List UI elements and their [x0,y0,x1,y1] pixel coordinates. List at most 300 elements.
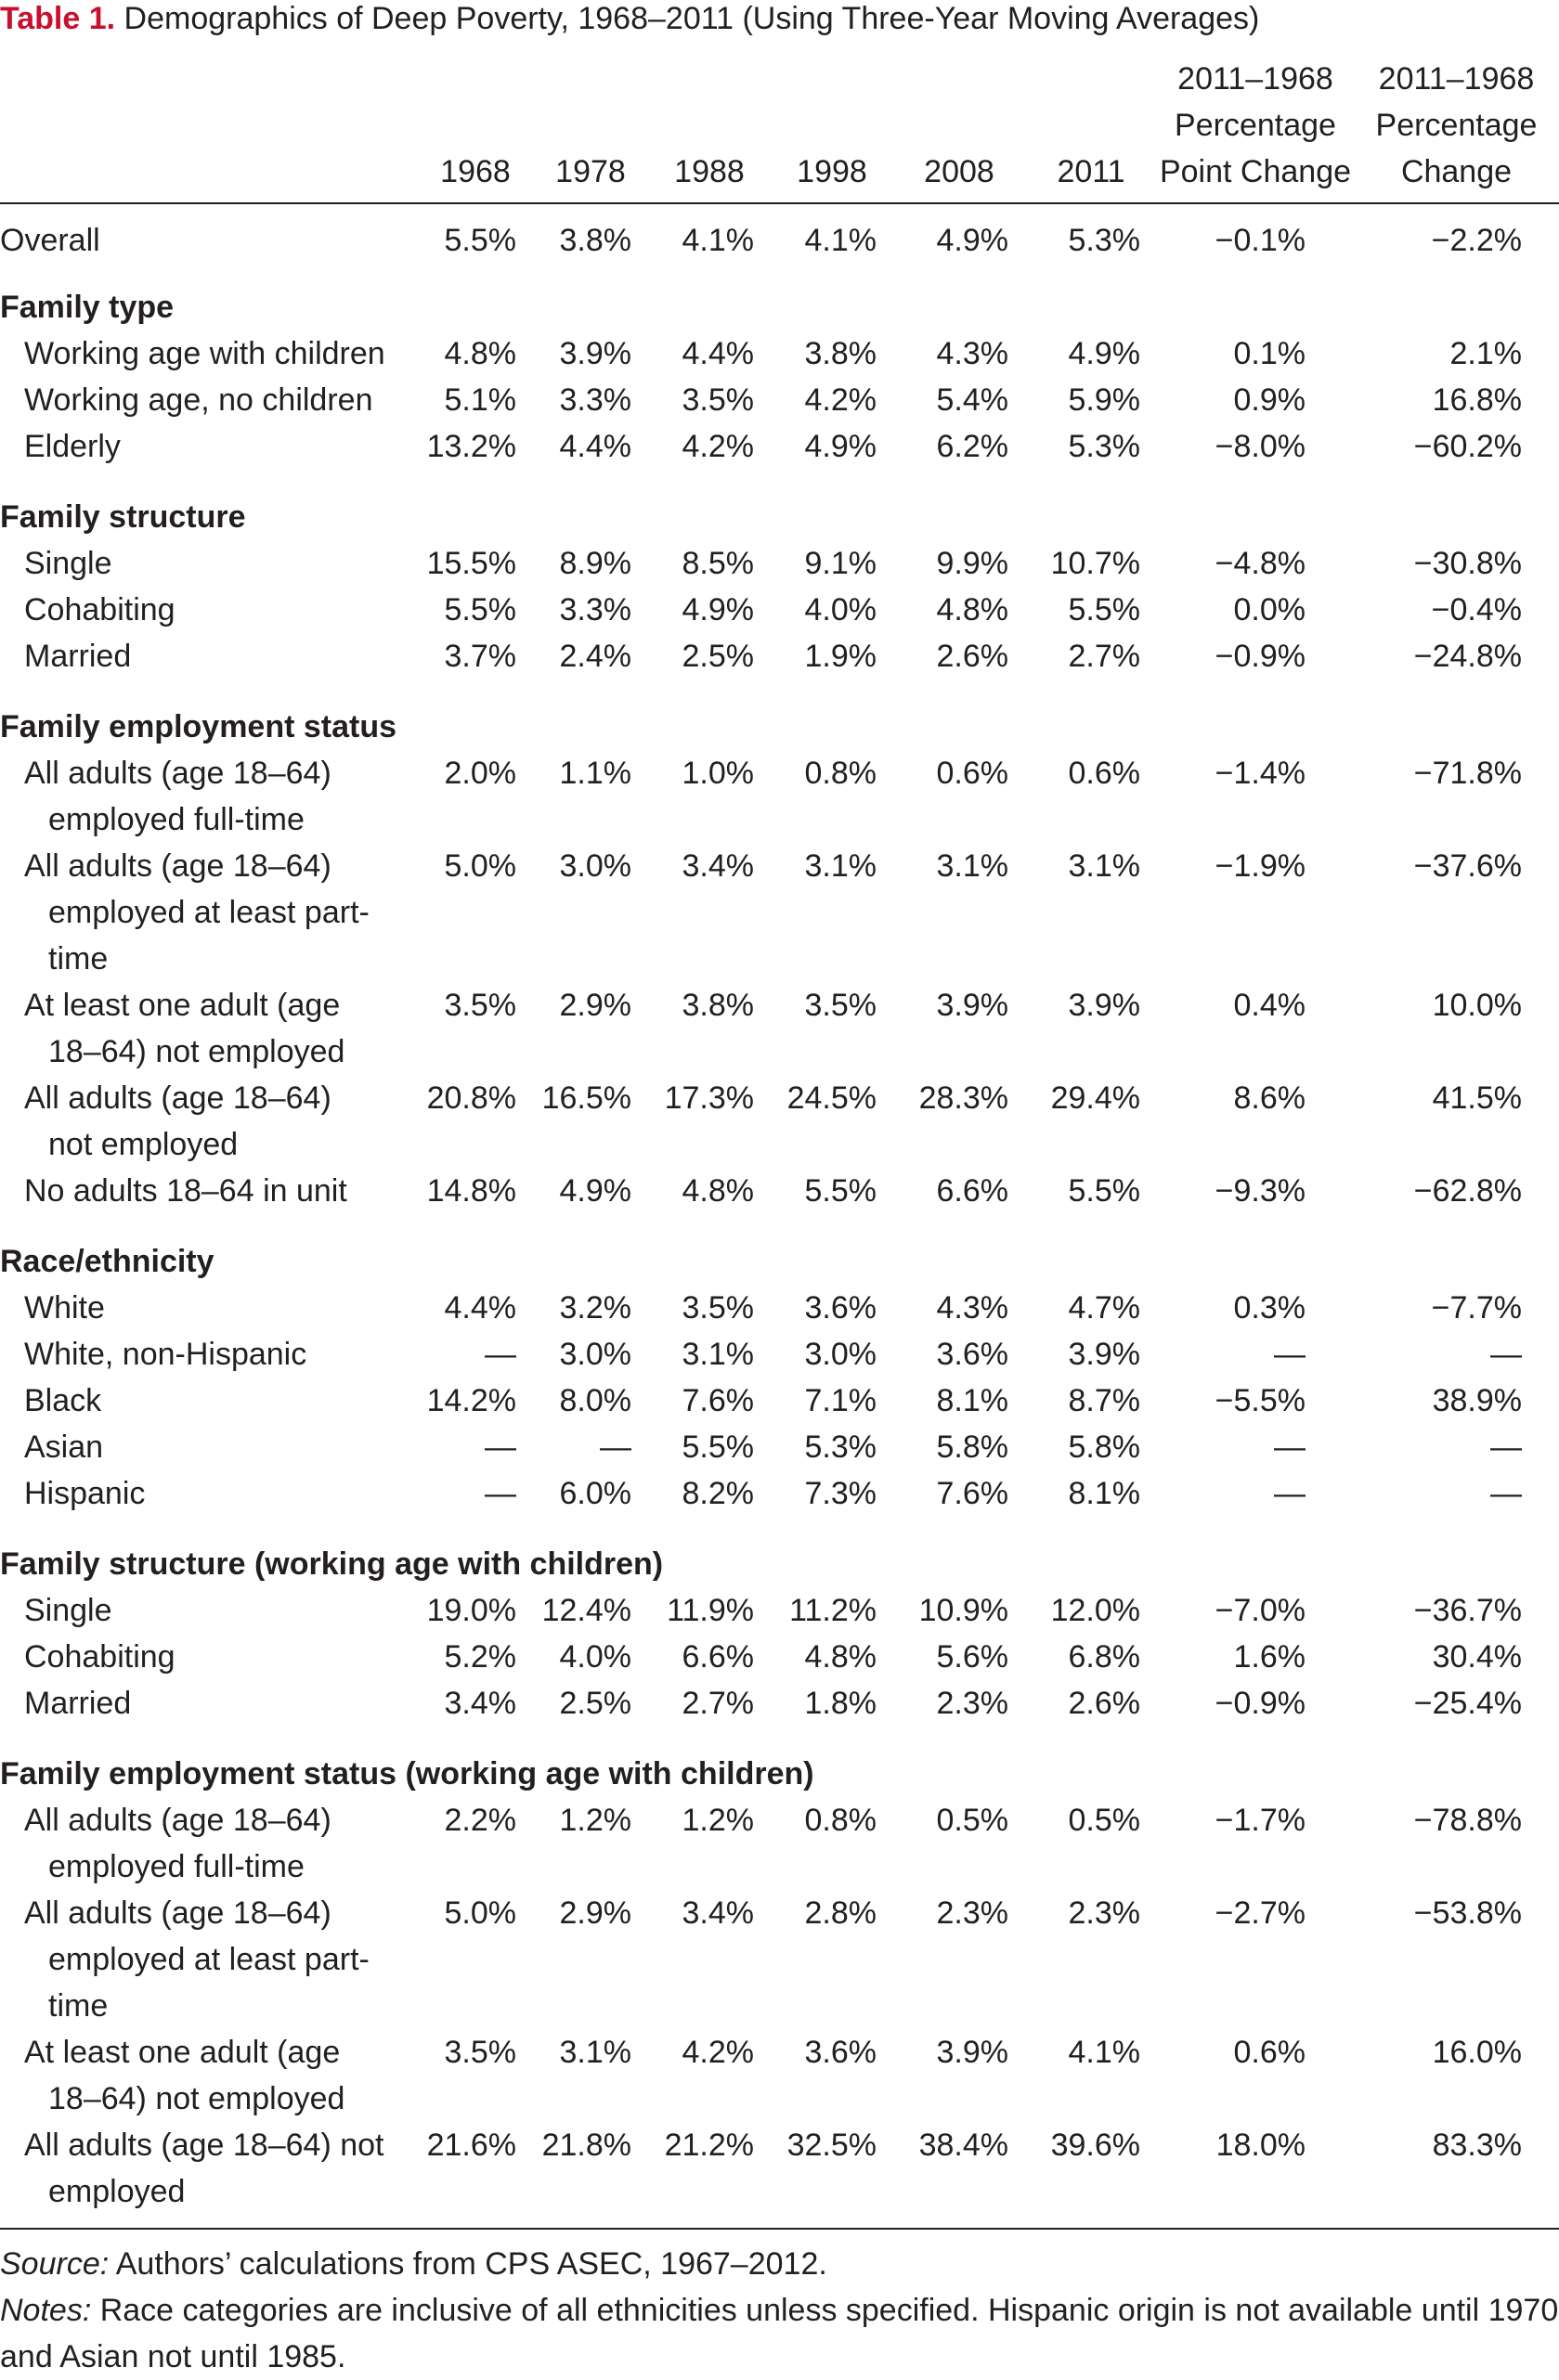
value-cell: 4.8% [804,1639,877,1675]
value-cell: 3.5% [682,382,754,418]
value-cell: 3.9% [1068,1337,1140,1372]
value-cell: 4.4% [559,429,631,464]
value-cell: 38.4% [918,2128,1008,2163]
row-label-continuation: 18–64) not employed [48,2081,345,2116]
value-cell: 13.2% [426,429,516,464]
value-cell: 4.1% [1068,2035,1140,2070]
value-cell: 6.6% [936,1173,1008,1209]
row-label-cell [0,1680,418,1740]
value-cell: −8.0% [1215,429,1306,464]
value-cell: 2.3% [936,1895,1008,1931]
table-number: Table 1. [0,1,116,36]
value-cell: 0.1% [1233,336,1306,371]
row-label-continuation: employed full-time [48,802,305,837]
row-label: At least one adult (age [24,2035,341,2070]
value-cell: 9.1% [804,546,877,581]
notes-text: Race categories are inclusive of all ethnicities unless specified. Hispanic origin is not available until 1970 and Asian not until 1985. [0,2293,1559,2374]
row-label-cell [0,1587,418,1634]
table-row [0,2029,1559,2122]
value-cell: 3.6% [936,1337,1008,1372]
value-cell: −25.4% [1413,1686,1522,1721]
section-title: Family employment status [0,709,397,744]
value-cell: 41.5% [1432,1080,1522,1116]
table-row [0,1634,1559,1680]
row-label: Elderly [24,429,121,464]
value-cell: 21.8% [541,2128,631,2163]
value-cell: 15.5% [426,546,516,581]
value-cell: 0.6% [1068,756,1140,791]
value-cell: 3.3% [559,382,631,418]
value-cell: 12.0% [1050,1593,1140,1628]
value-cell: 16.0% [1432,2035,1522,2070]
row-label-cell [0,1797,418,1890]
value-cell: 1.0% [682,756,754,791]
value-cell: −0.9% [1215,1686,1306,1721]
header-year-2011: 2011 [1025,56,1157,203]
table-row [0,540,1559,587]
table-row [0,1587,1559,1634]
value-cell: 5.3% [804,1429,877,1465]
value-cell: −71.8% [1413,756,1522,791]
value-cell: 4.1% [682,223,754,258]
value-cell: 19.0% [426,1593,516,1628]
value-cell: 20.8% [426,1080,516,1116]
table-row [0,1168,1559,1227]
value-cell: 7.1% [804,1383,877,1418]
row-label-continuation: 18–64) not employed [48,1034,345,1069]
value-cell: 0.4% [1233,988,1306,1023]
row-label-continuation: employed full-time [48,1849,305,1884]
value-cell: 10.9% [918,1593,1008,1628]
value-cell: 7.3% [804,1476,877,1511]
header-year-2008: 2008 [893,56,1025,203]
value-cell: 4.8% [682,1173,754,1209]
value-cell: 5.5% [444,223,516,258]
value-cell: 5.8% [1068,1429,1140,1465]
value-cell: 3.5% [444,988,516,1023]
value-cell: 3.9% [936,2035,1008,2070]
row-label: Married [24,1686,132,1721]
row-label: Married [24,639,132,674]
row-label: Asian [24,1429,104,1465]
value-cell: −1.9% [1215,848,1306,884]
value-cell: −53.8% [1413,1895,1522,1931]
row-label: Overall [0,223,100,258]
value-cell: 16.8% [1432,382,1522,418]
row-label: Single [24,1593,112,1628]
value-cell: — [1274,1337,1306,1372]
value-cell: 4.7% [1068,1290,1140,1326]
value-cell: 0.5% [936,1803,1008,1838]
value-cell: 0.3% [1233,1290,1306,1326]
value-cell: 24.5% [786,1080,877,1116]
table-row-overall [0,203,1559,273]
value-cell: 4.4% [444,1290,516,1326]
row-label: Hispanic [24,1476,146,1511]
value-cell: — [600,1429,631,1465]
value-cell: 5.3% [1068,223,1140,258]
value-cell: 38.9% [1432,1383,1522,1418]
section-header-row [0,1530,1559,1587]
table-row [0,587,1559,633]
table-row [0,750,1559,843]
value-cell: 4.2% [804,382,877,418]
value-cell: 2.5% [559,1686,631,1721]
value-cell: 3.1% [559,2035,631,2070]
value-cell: −30.8% [1413,546,1522,581]
value-cell: 4.9% [804,429,877,464]
value-cell: −1.7% [1215,1803,1306,1838]
value-cell: 4.8% [936,592,1008,627]
value-cell: — [1490,1476,1522,1511]
value-cell: 0.6% [936,756,1008,791]
table-row [0,633,1559,692]
value-cell: −62.8% [1413,1173,1522,1209]
value-cell: 2.7% [1068,639,1140,674]
value-cell: −0.1% [1215,223,1306,258]
row-label-cell [0,423,418,483]
value-cell: 4.2% [682,429,754,464]
value-cell: 8.2% [682,1476,754,1511]
value-cell: 8.7% [1068,1383,1140,1418]
value-cell: 3.0% [559,848,631,884]
value-cell: 4.9% [936,223,1008,258]
value-cell: 3.5% [804,988,877,1023]
value-cell: 5.6% [936,1639,1008,1675]
section-title: Family employment status (working age with children) [0,1756,814,1791]
value-cell: −7.7% [1431,1290,1522,1326]
section-header-row [0,1227,1559,1285]
value-cell: 4.3% [936,1290,1008,1326]
header-year-1988: 1988 [648,56,771,203]
value-cell: −0.4% [1431,592,1522,627]
value-cell: 4.0% [804,592,877,627]
section-title: Family type [0,290,175,325]
value-cell: −0.9% [1215,639,1306,674]
value-cell: 30.4% [1432,1639,1522,1675]
value-cell: 0.5% [1068,1803,1140,1838]
value-cell: 4.1% [804,223,877,258]
value-cell: 4.9% [1068,336,1140,371]
value-cell: −37.6% [1413,848,1522,884]
value-cell: −9.3% [1215,1173,1306,1209]
row-label-continuation: employed [48,2174,186,2209]
row-label-continuation: employed at least part-time [48,1942,370,2024]
value-cell: 4.3% [936,336,1008,371]
row-label: Working age with children [24,336,385,371]
row-label-cell [0,587,418,633]
row-label-cell [0,1470,418,1530]
value-cell: 29.4% [1050,1080,1140,1116]
value-cell: 5.5% [1068,592,1140,627]
value-cell: 2.6% [1068,1686,1140,1721]
value-cell: 6.6% [682,1639,754,1675]
value-cell: 5.5% [444,592,516,627]
section-header-row [0,483,1559,540]
row-label-cell [0,982,418,1075]
value-cell: −4.8% [1215,546,1306,581]
header-year-1978: 1978 [533,56,648,203]
value-cell: 5.9% [1068,382,1140,418]
value-cell: 4.2% [682,2035,754,2070]
row-label: Black [24,1383,102,1418]
value-cell: 3.2% [559,1290,631,1326]
value-cell: 39.6% [1050,2128,1140,2163]
value-cell: −1.4% [1215,756,1306,791]
value-cell: −60.2% [1413,429,1522,464]
value-cell: 14.8% [426,1173,516,1209]
value-cell: −7.0% [1215,1593,1306,1628]
section-title: Race/ethnicity [0,1244,214,1279]
value-cell: 10.7% [1050,546,1140,581]
row-label-cell [0,1424,418,1470]
value-cell: 11.2% [789,1593,877,1628]
table-row [0,330,1559,377]
value-cell: 6.8% [1068,1639,1140,1675]
value-cell: 5.3% [1068,429,1140,464]
row-label-cell [0,1634,418,1680]
demographics-table [0,56,1559,2380]
value-cell: 3.4% [682,1895,754,1931]
table-row [0,423,1559,483]
value-cell: — [1490,1337,1522,1372]
row-label-cell [0,633,418,692]
value-cell: 3.9% [936,988,1008,1023]
value-cell: −2.7% [1215,1895,1306,1931]
value-cell: 1.2% [682,1803,754,1838]
value-cell: 2.9% [559,1895,631,1931]
value-cell: 83.3% [1432,2128,1522,2163]
value-cell: — [485,1429,516,1465]
table-row [0,843,1559,982]
row-label: All adults (age 18–64) [24,1080,331,1116]
value-cell: 2.0% [444,756,516,791]
section-header-row [0,1740,1559,1797]
value-cell: 21.6% [426,2128,516,2163]
value-cell: 18.0% [1215,2128,1306,2163]
table-row [0,377,1559,423]
value-cell: 5.4% [936,382,1008,418]
table-row [0,1378,1559,1424]
row-label-cell [0,1168,418,1227]
value-cell: 8.0% [559,1383,631,1418]
value-cell: 9.9% [936,546,1008,581]
row-label: All adults (age 18–64) [24,1895,331,1931]
value-cell: 3.3% [559,592,631,627]
value-cell: 8.1% [936,1383,1008,1418]
value-cell: — [485,1476,516,1511]
table-body [0,203,1559,2229]
value-cell: −5.5% [1215,1383,1306,1418]
value-cell: 17.3% [664,1080,754,1116]
value-cell: 8.6% [1233,1080,1306,1116]
value-cell: 5.0% [444,1895,516,1931]
value-cell: 3.4% [444,1686,516,1721]
row-label: All adults (age 18–64) [24,848,331,884]
row-label-cell [0,377,418,423]
row-label-continuation: not employed [48,1127,239,1162]
value-cell: — [1490,1429,1522,1465]
value-cell: 3.8% [804,336,877,371]
value-cell: 2.2% [444,1803,516,1838]
table-row [0,1797,1559,1890]
row-label-cell [0,1378,418,1424]
value-cell: 7.6% [936,1476,1008,1511]
value-cell: 1.1% [559,756,631,791]
value-cell: 16.5% [541,1080,631,1116]
value-cell: 0.6% [1233,2035,1306,2070]
value-cell: 5.0% [444,848,516,884]
row-label-cell [0,330,418,377]
value-cell: 0.8% [804,756,877,791]
section-header-row [0,692,1559,750]
row-label-continuation: employed at least part-time [48,895,370,977]
value-cell: 3.0% [804,1337,877,1372]
header-pct-change: 2011–1968 Percentage Change [1354,56,1559,203]
value-cell: 7.6% [682,1383,754,1418]
row-label: Cohabiting [24,592,175,627]
section-title: Family structure (working age with children) [0,1546,664,1582]
row-label: All adults (age 18–64) [24,756,331,791]
row-label-cell [0,1890,418,2029]
value-cell: 8.1% [1068,1476,1140,1511]
value-cell: 2.4% [559,639,631,674]
source-label: Source: [0,2246,110,2282]
value-cell: 4.8% [444,336,516,371]
value-cell: 0.8% [804,1803,877,1838]
row-label-cell [0,750,418,843]
section-title: Family structure [0,499,246,535]
value-cell: 32.5% [786,2128,877,2163]
row-label-cell [0,2029,418,2122]
source-note [0,2241,1559,2287]
value-cell: 2.6% [936,639,1008,674]
row-label-cell [0,1075,418,1168]
table-caption [0,0,1559,37]
value-cell: 3.9% [1068,988,1140,1023]
value-cell: 4.9% [682,592,754,627]
table-row [0,1890,1559,2029]
source-text: Authors’ calculations from CPS ASEC, 1967–2012. [109,2246,827,2282]
value-cell: 3.1% [1068,848,1140,884]
value-cell: 10.0% [1432,988,1522,1023]
value-cell: 5.5% [804,1173,877,1209]
row-label: All adults (age 18–64) not [24,2128,384,2163]
value-cell: 4.9% [559,1173,631,1209]
value-cell: 3.6% [804,1290,877,1326]
value-cell: 21.2% [664,2128,754,2163]
value-cell: 1.6% [1233,1639,1306,1675]
row-label-cell [0,843,418,982]
value-cell: 5.5% [682,1429,754,1465]
row-label-cell [0,2122,418,2229]
notes-note [0,2287,1559,2380]
value-cell: 3.6% [804,2035,877,2070]
value-cell: 1.2% [559,1803,631,1838]
value-cell: — [1274,1429,1306,1465]
value-cell: 8.5% [682,546,754,581]
notes-label: Notes: [0,2293,92,2328]
footer-row [0,2229,1559,2380]
value-cell: 3.8% [682,988,754,1023]
value-cell: 4.4% [682,336,754,371]
table-row [0,1075,1559,1168]
value-cell: — [485,1337,516,1372]
row-label: White [24,1290,105,1326]
value-cell: 3.5% [682,1290,754,1326]
value-cell: 3.1% [682,1337,754,1372]
table-row [0,2122,1559,2229]
value-cell: 2.5% [682,639,754,674]
value-cell: 2.8% [804,1895,877,1931]
value-cell: 1.9% [804,639,877,674]
value-cell: 3.1% [804,848,877,884]
value-cell: — [1274,1476,1306,1511]
value-cell: 3.7% [444,639,516,674]
header-label-cell [0,56,418,203]
row-label: White, non-Hispanic [24,1337,307,1372]
value-cell: −24.8% [1413,639,1522,674]
value-cell: −36.7% [1413,1593,1522,1628]
value-cell: 1.8% [804,1686,877,1721]
table-row [0,1470,1559,1530]
table-row [0,1680,1559,1740]
value-cell: 8.9% [559,546,631,581]
header-year-1968: 1968 [418,56,533,203]
value-cell: 12.4% [541,1593,631,1628]
section-header-row [0,273,1559,330]
table-title: Demographics of Deep Poverty, 1968–2011 (Using Three-Year Moving Averages) [123,1,1260,36]
table-row [0,982,1559,1075]
row-label: No adults 18–64 in unit [24,1173,347,1209]
value-cell: 3.1% [936,848,1008,884]
table-row [0,1331,1559,1378]
value-cell: 11.9% [667,1593,754,1628]
row-label: At least one adult (age [24,988,341,1023]
row-label-cell [0,1331,418,1378]
header-row [0,56,1559,203]
value-cell: 3.5% [444,2035,516,2070]
value-cell: 4.0% [559,1639,631,1675]
value-cell: 6.2% [936,429,1008,464]
value-cell: 6.0% [559,1476,631,1511]
value-cell: 5.8% [936,1429,1008,1465]
value-cell: 5.2% [444,1639,516,1675]
value-cell: 3.9% [559,336,631,371]
header-year-1998: 1998 [771,56,893,203]
row-label-cell [0,540,418,587]
value-cell: 3.0% [559,1337,631,1372]
value-cell: 2.1% [1449,336,1522,371]
value-cell: 0.0% [1233,592,1306,627]
table-row [0,1285,1559,1331]
value-cell: −78.8% [1413,1803,1522,1838]
row-label-cell [0,1285,418,1331]
value-cell: 2.7% [682,1686,754,1721]
row-label: Working age, no children [24,382,373,418]
row-label: Single [24,546,112,581]
value-cell: 5.1% [444,382,516,418]
value-cell: 0.9% [1233,382,1306,418]
row-label: Cohabiting [24,1639,175,1675]
value-cell: 28.3% [918,1080,1008,1116]
row-label: All adults (age 18–64) [24,1803,331,1838]
value-cell: 2.9% [559,988,631,1023]
value-cell: 3.8% [559,223,631,258]
value-cell: 2.3% [936,1686,1008,1721]
value-cell: 2.3% [1068,1895,1140,1931]
value-cell: 14.2% [426,1383,516,1418]
